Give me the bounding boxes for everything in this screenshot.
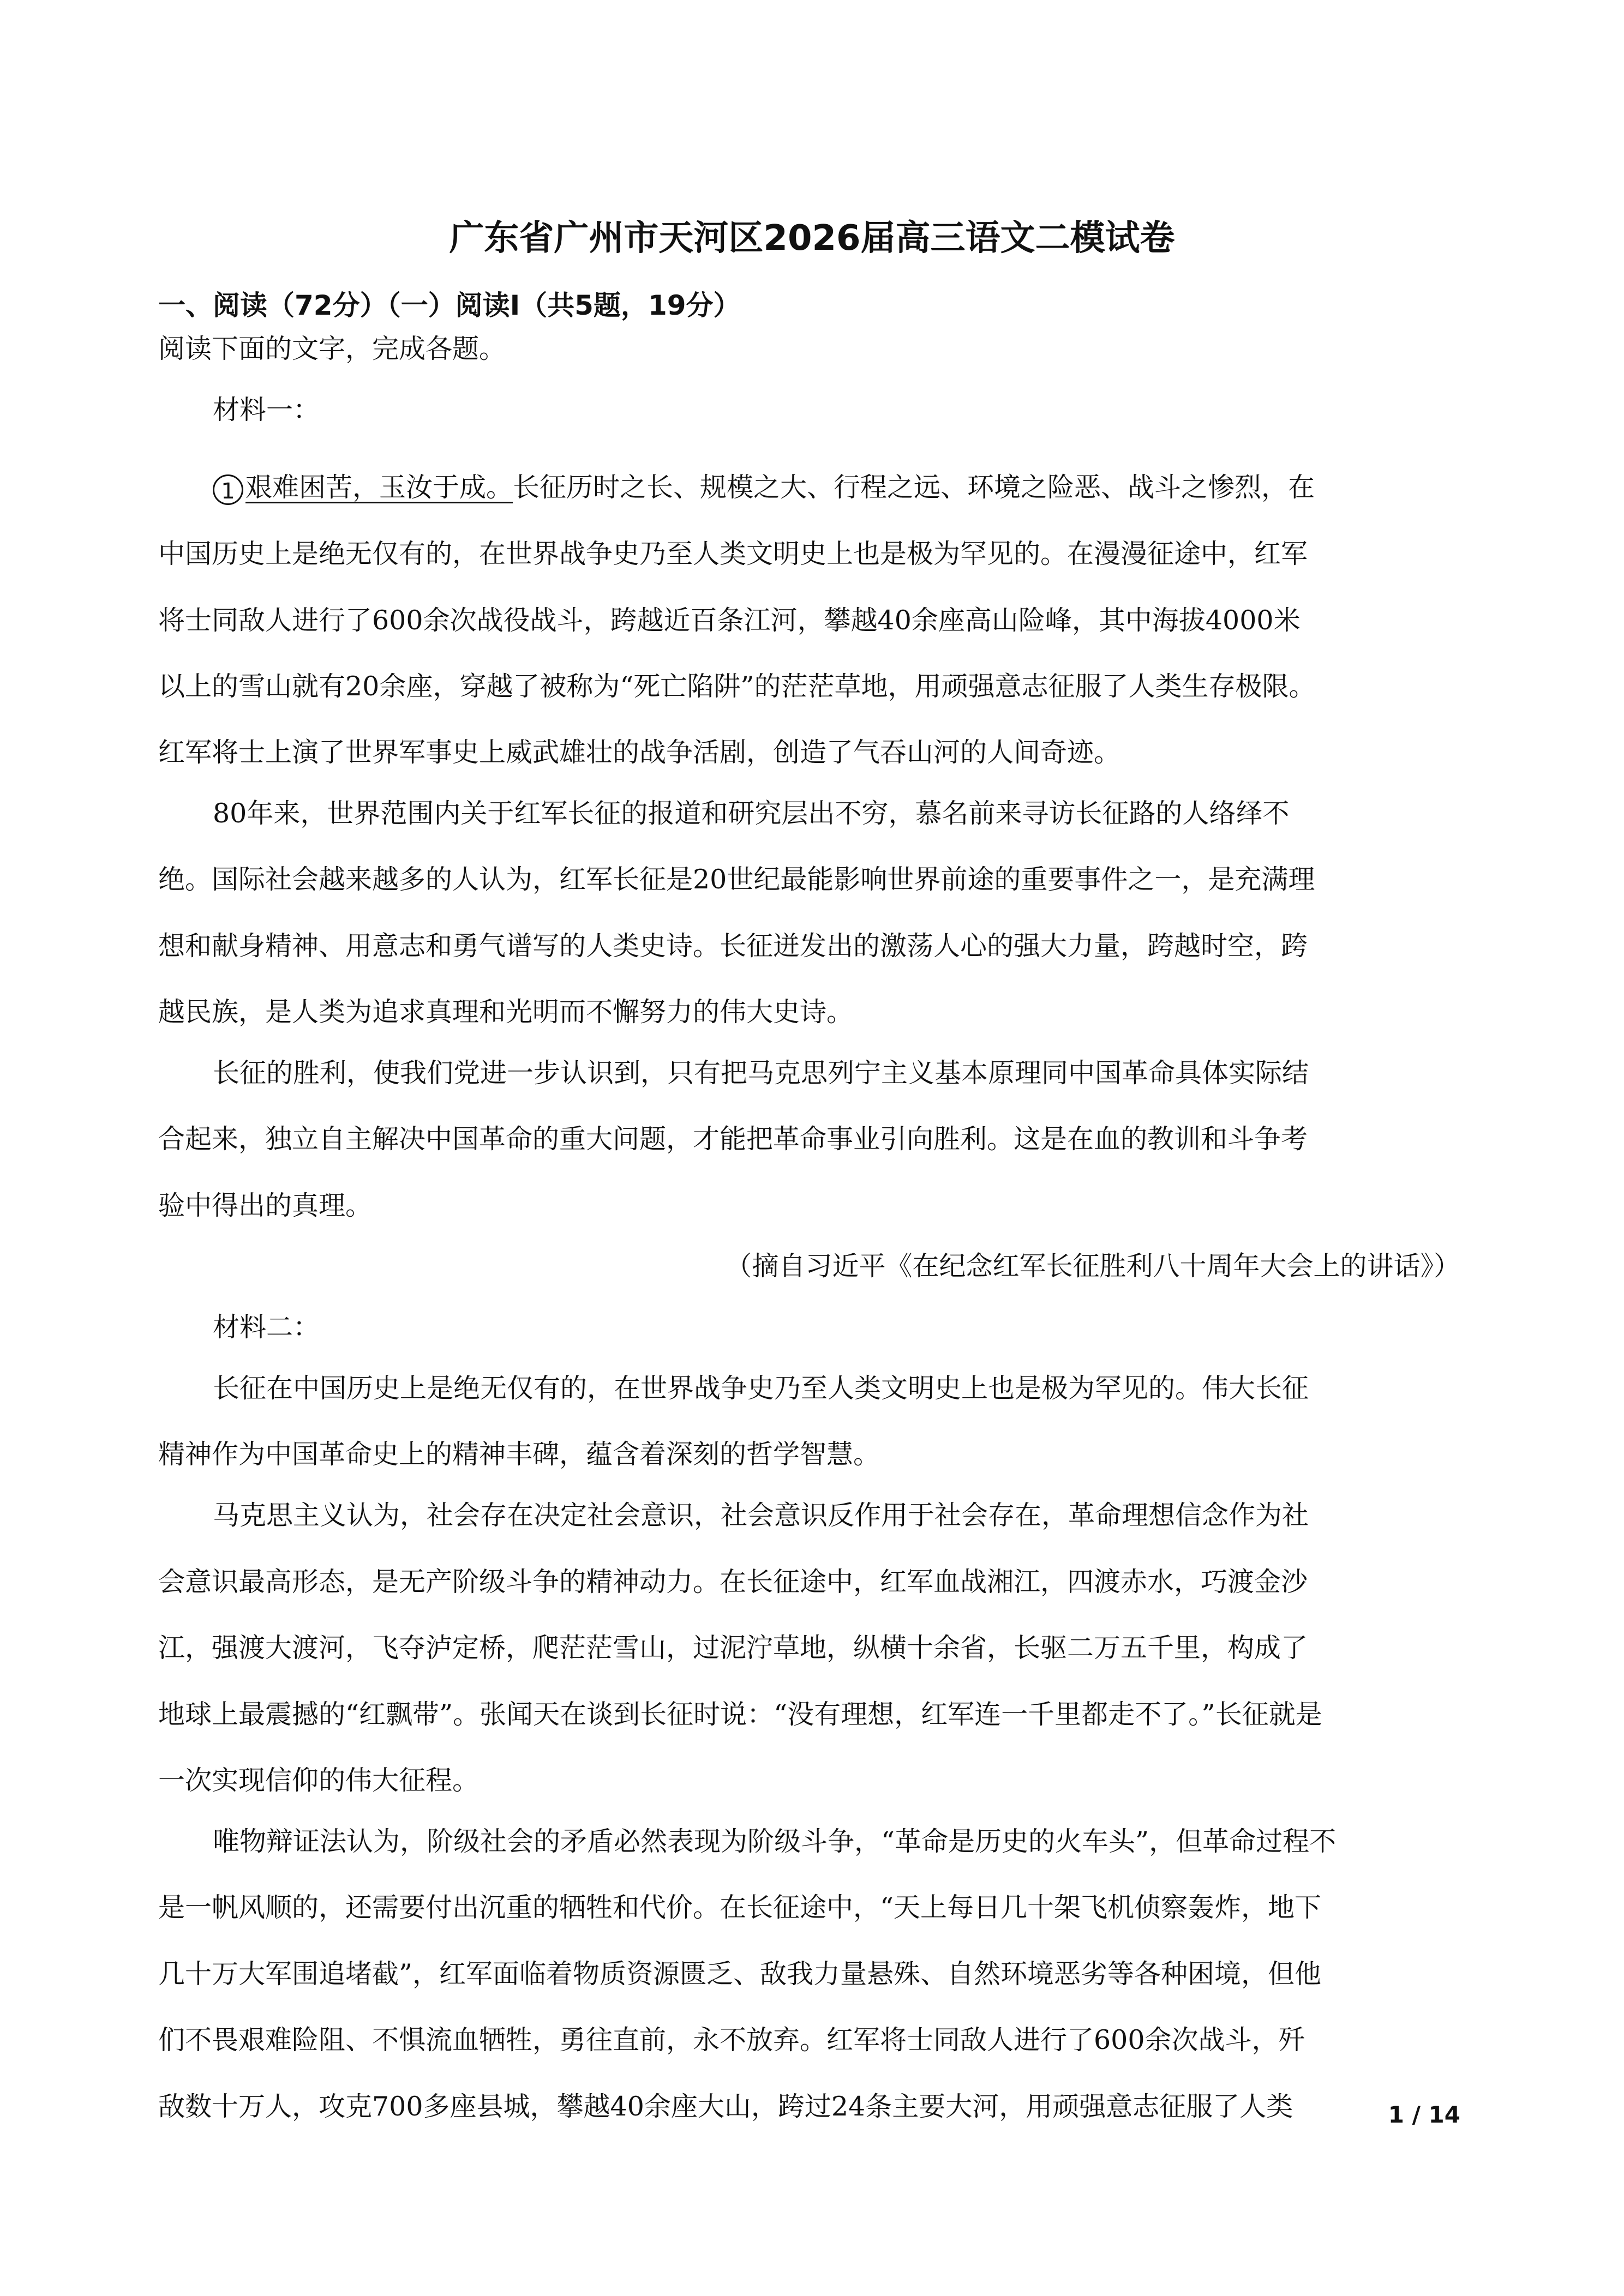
text-line: 敌数十万人，攻克700多座县城，攀越40余座大山，跨过24条主要大河，用顽强意志征服了人类 (158, 2091, 1293, 2122)
page-title: 广东省广州市天河区2026届高三语文二模试卷 (449, 218, 1175, 259)
section-heading: 一、阅读（72分）（一）阅读Ⅰ（共5题，19分） (158, 290, 741, 321)
text-line: 中国历史上是绝无仅有的，在世界战争史乃至人类文明史上也是极为罕见的。在漫漫征途中，红军 (158, 538, 1308, 569)
circled-number-marker: 1 (213, 474, 243, 505)
text-line: 将士同敌人进行了600余次战役战斗，跨越近百条江河，攀越40余座高山险峰，其中海拔4000米 (158, 605, 1301, 636)
text-line: 江，强渡大渡河，飞夺泸定桥，爬茫茫雪山，过泥泞草地，纵横十余省，长驱二万五千里，构成了 (158, 1632, 1308, 1663)
text-line: 以上的雪山就有20余座，穿越了被称为“死亡陷阱”的茫茫草地，用顽强意志征服了人类生存极限。 (158, 671, 1316, 702)
text-line: 验中得出的真理。 (158, 1190, 373, 1221)
material-1-source: （摘自习近平《在纪念红军长征胜利八十周年大会上的讲话》） (725, 1251, 1460, 1282)
text-line: 马克思主义认为，社会存在决定社会意识，社会意识反作用于社会存在，革命理想信念作为社 (213, 1500, 1309, 1531)
text-line: 精神作为中国革命史上的精神丰碑，蕴含着深刻的哲学智慧。 (158, 1439, 880, 1470)
text-line: 合起来，独立自主解决中国革命的重大问题，才能把革命事业引向胜利。这是在血的教训和斗争考 (158, 1123, 1308, 1155)
text-line: 一次实现信仰的伟大征程。 (158, 1765, 480, 1796)
underlined-phrase: 艰难困苦，玉汝于成。 (245, 472, 513, 503)
text-line: 长征历时之长、规模之大、行程之远、环境之险恶、战斗之惨烈，在 (513, 472, 1315, 503)
material-1-label: 材料一： (213, 394, 320, 425)
text-line: 们不畏艰难险阻、不惧流血牺牲，勇往直前，永不放弃。红军将士同敌人进行了600余次战斗，歼 (158, 2024, 1305, 2055)
text-line: 地球上最震撼的“红飘带”。张闻天在谈到长征时说：“没有理想，红军连一千里都走不了。”长征就是 (158, 1699, 1322, 1730)
text-line: 绝。国际社会越来越多的人认为，红军长征是20世纪最能影响世界前途的重要事件之一，是充满理 (158, 864, 1315, 895)
material-1-paragraph-1-line-1 (213, 466, 1522, 509)
text-line: 唯物辩证法认为，阶级社会的矛盾必然表现为阶级斗争，“革命是历史的火车头”，但革命过程不 (213, 1826, 1337, 1857)
text-line: 想和献身精神、用意志和勇气谱写的人类史诗。长征迸发出的激荡人心的强大力量，跨越时空，跨 (158, 930, 1308, 961)
material-2-label: 材料二： (213, 1312, 320, 1343)
page-number: 1 / 14 (1388, 2101, 1460, 2128)
text-line: 红军将士上演了世界军事史上威武雄壮的战争活剧，创造了气吞山河的人间奇迹。 (158, 737, 1121, 768)
text-line: 会意识最高形态，是无产阶级斗争的精神动力。在长征途中，红军血战湘江，四渡赤水，巧渡金沙 (158, 1566, 1308, 1597)
text-line: 几十万大军围追堵截”，红军面临着物质资源匮乏、敌我力量悬殊、自然环境恶劣等各种困境，但他 (158, 1958, 1322, 1990)
text-line: 长征的胜利，使我们党进一步认识到，只有把马克思列宁主义基本原理同中国革命具体实际结 (213, 1057, 1309, 1089)
instruction-text: 阅读下面的文字，完成各题。 (158, 333, 506, 364)
text-line: 是一帆风顺的，还需要付出沉重的牺牲和代价。在长征途中，“天上每日几十架飞机侦察轰炸，地下 (158, 1892, 1322, 1923)
text-line: 长征在中国历史上是绝无仅有的，在世界战争史乃至人类文明史上也是极为罕见的。伟大长征 (213, 1373, 1309, 1404)
text-line: 80年来，世界范围内关于红军长征的报道和研究层出不穷，慕名前来寻访长征路的人络绎不 (213, 798, 1290, 829)
text-line: 越民族，是人类为追求真理和光明而不懈努力的伟大史诗。 (158, 996, 854, 1027)
